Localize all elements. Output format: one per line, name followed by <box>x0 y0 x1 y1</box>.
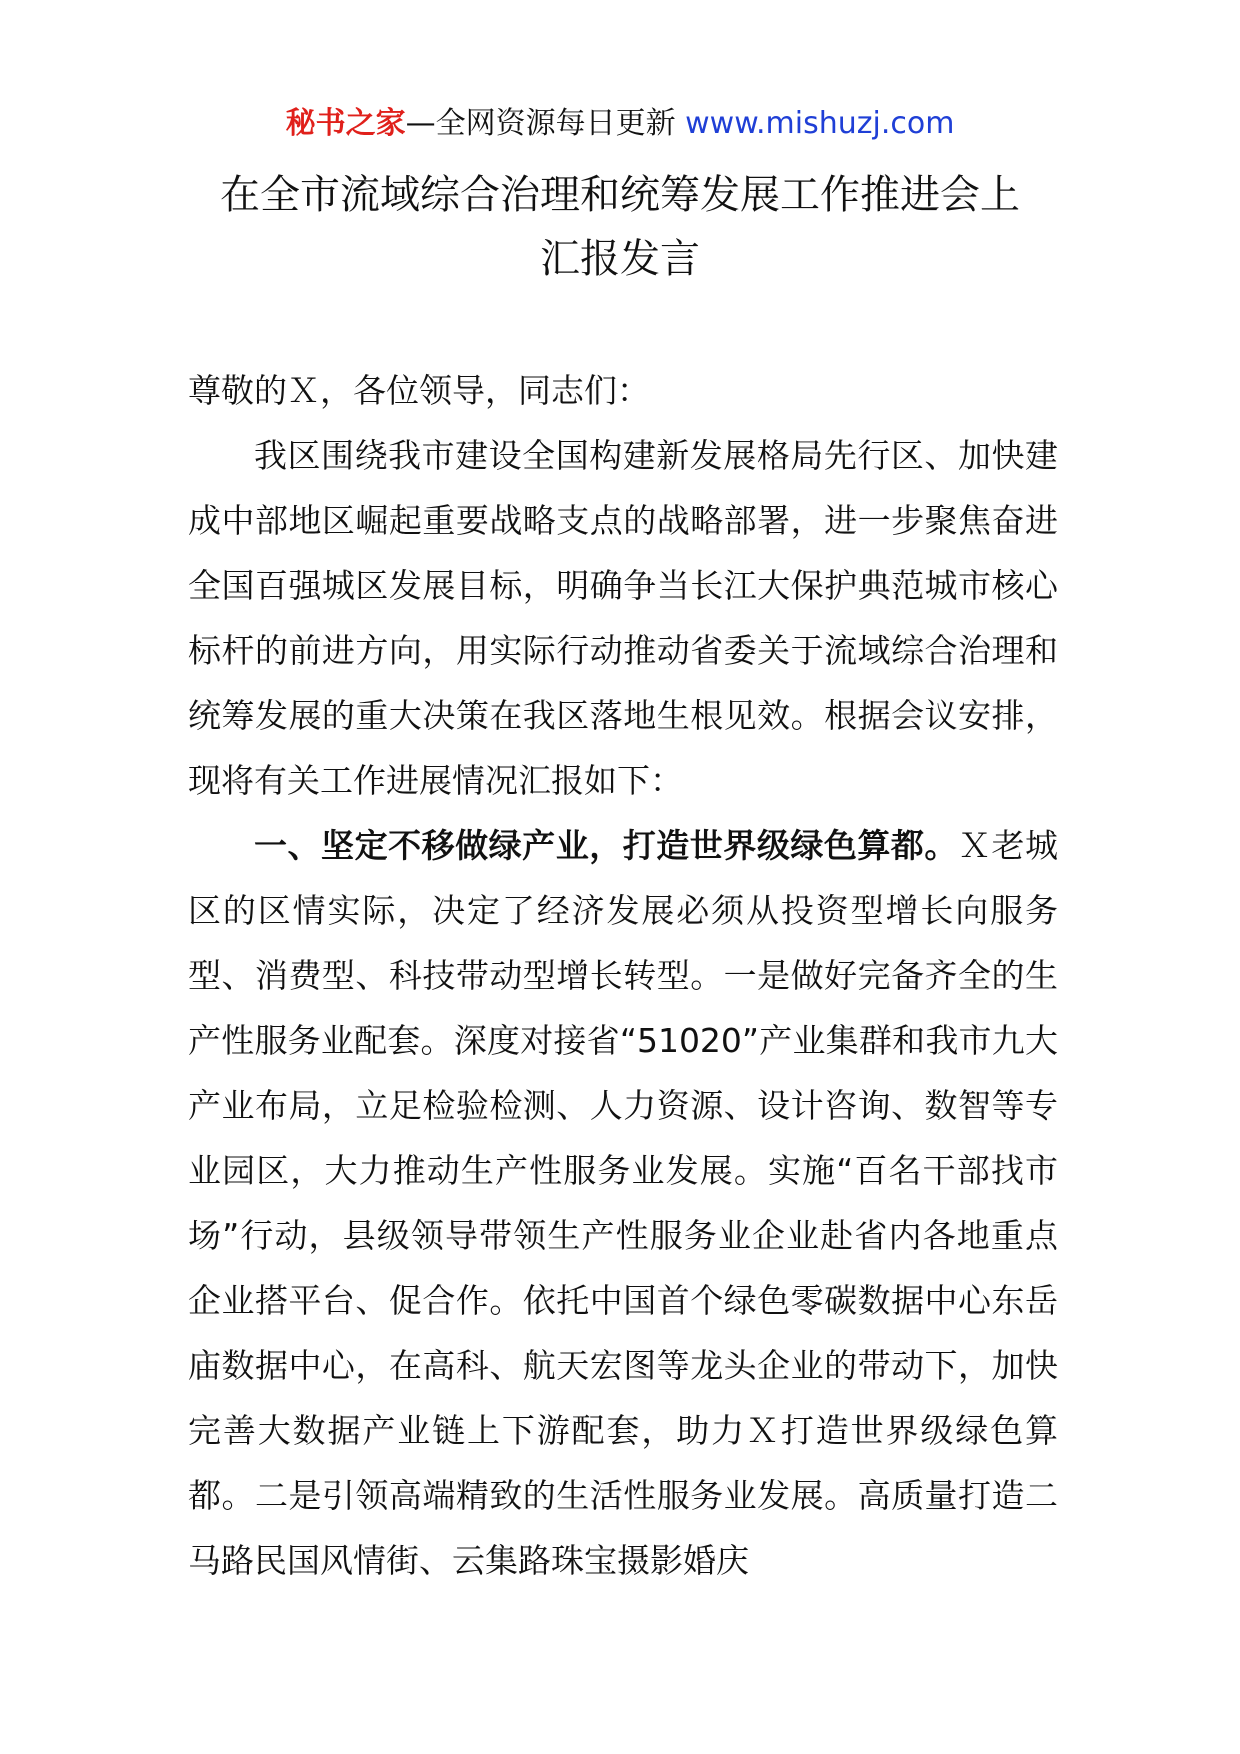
header-slogan: —全网资源每日更新 <box>405 106 686 141</box>
paragraph-intro: 我区围绕我市建设全国构建新发展格局先行区、加快建成中部地区崛起重要战略支点的战略部署，进一步聚焦奋进全国百强城区发展目标，明确争当长江大保护典范城市核心标杆的前进方向，用实际行动推动省委关于流域综合治理和统筹发展的重大决策在我区落地生根见效。根据会议安排，现将有关工作进展情况汇报如下： <box>188 436 1058 800</box>
title-line-1: 在全市流域综合治理和统筹发展工作推进会上 <box>220 172 1020 218</box>
site-url: www.mishuzj.com <box>685 106 955 141</box>
title-line-2: 汇报发言 <box>540 236 700 282</box>
section-1-heading: 一、坚定不移做绿产业，打造世界级绿色算都。 <box>254 826 958 865</box>
salutation: 尊敬的Ｘ，各位领导，同志们： <box>188 371 650 410</box>
document-body <box>188 358 1058 1593</box>
paragraph-section-1 <box>188 813 1058 1593</box>
document-title <box>150 163 1090 291</box>
watermark-header <box>0 104 1240 144</box>
section-1-text: Ｘ老城区的区情实际，决定了经济发展必须从投资型增长向服务型、消费型、科技带动型增长转型。一是做好完备齐全的生产性服务业配套。深度对接省“51020”产业集群和我市九大产业布局，立足检验检测、人力资源、设计咨询、数智等专业园区，大力推动生产性服务业发展。实施“百名干部找市场”行动，县级领导带领生产性服务业企业赴省内各地重点企业搭平台、促合作。依托中国首个绿色零碳数据中心东岳庙数据中心，在高科、航天宏图等龙头企业的带动下，加快完善大数据产业链上下游配套，助力Ｘ打造世界级绿色算都。二是引领高端精致的生活性服务业发展。高质量打造二马路民国风情街、云集路珠宝摄影婚庆 <box>188 826 1059 1580</box>
brand-name: 秘书之家 <box>285 106 406 141</box>
